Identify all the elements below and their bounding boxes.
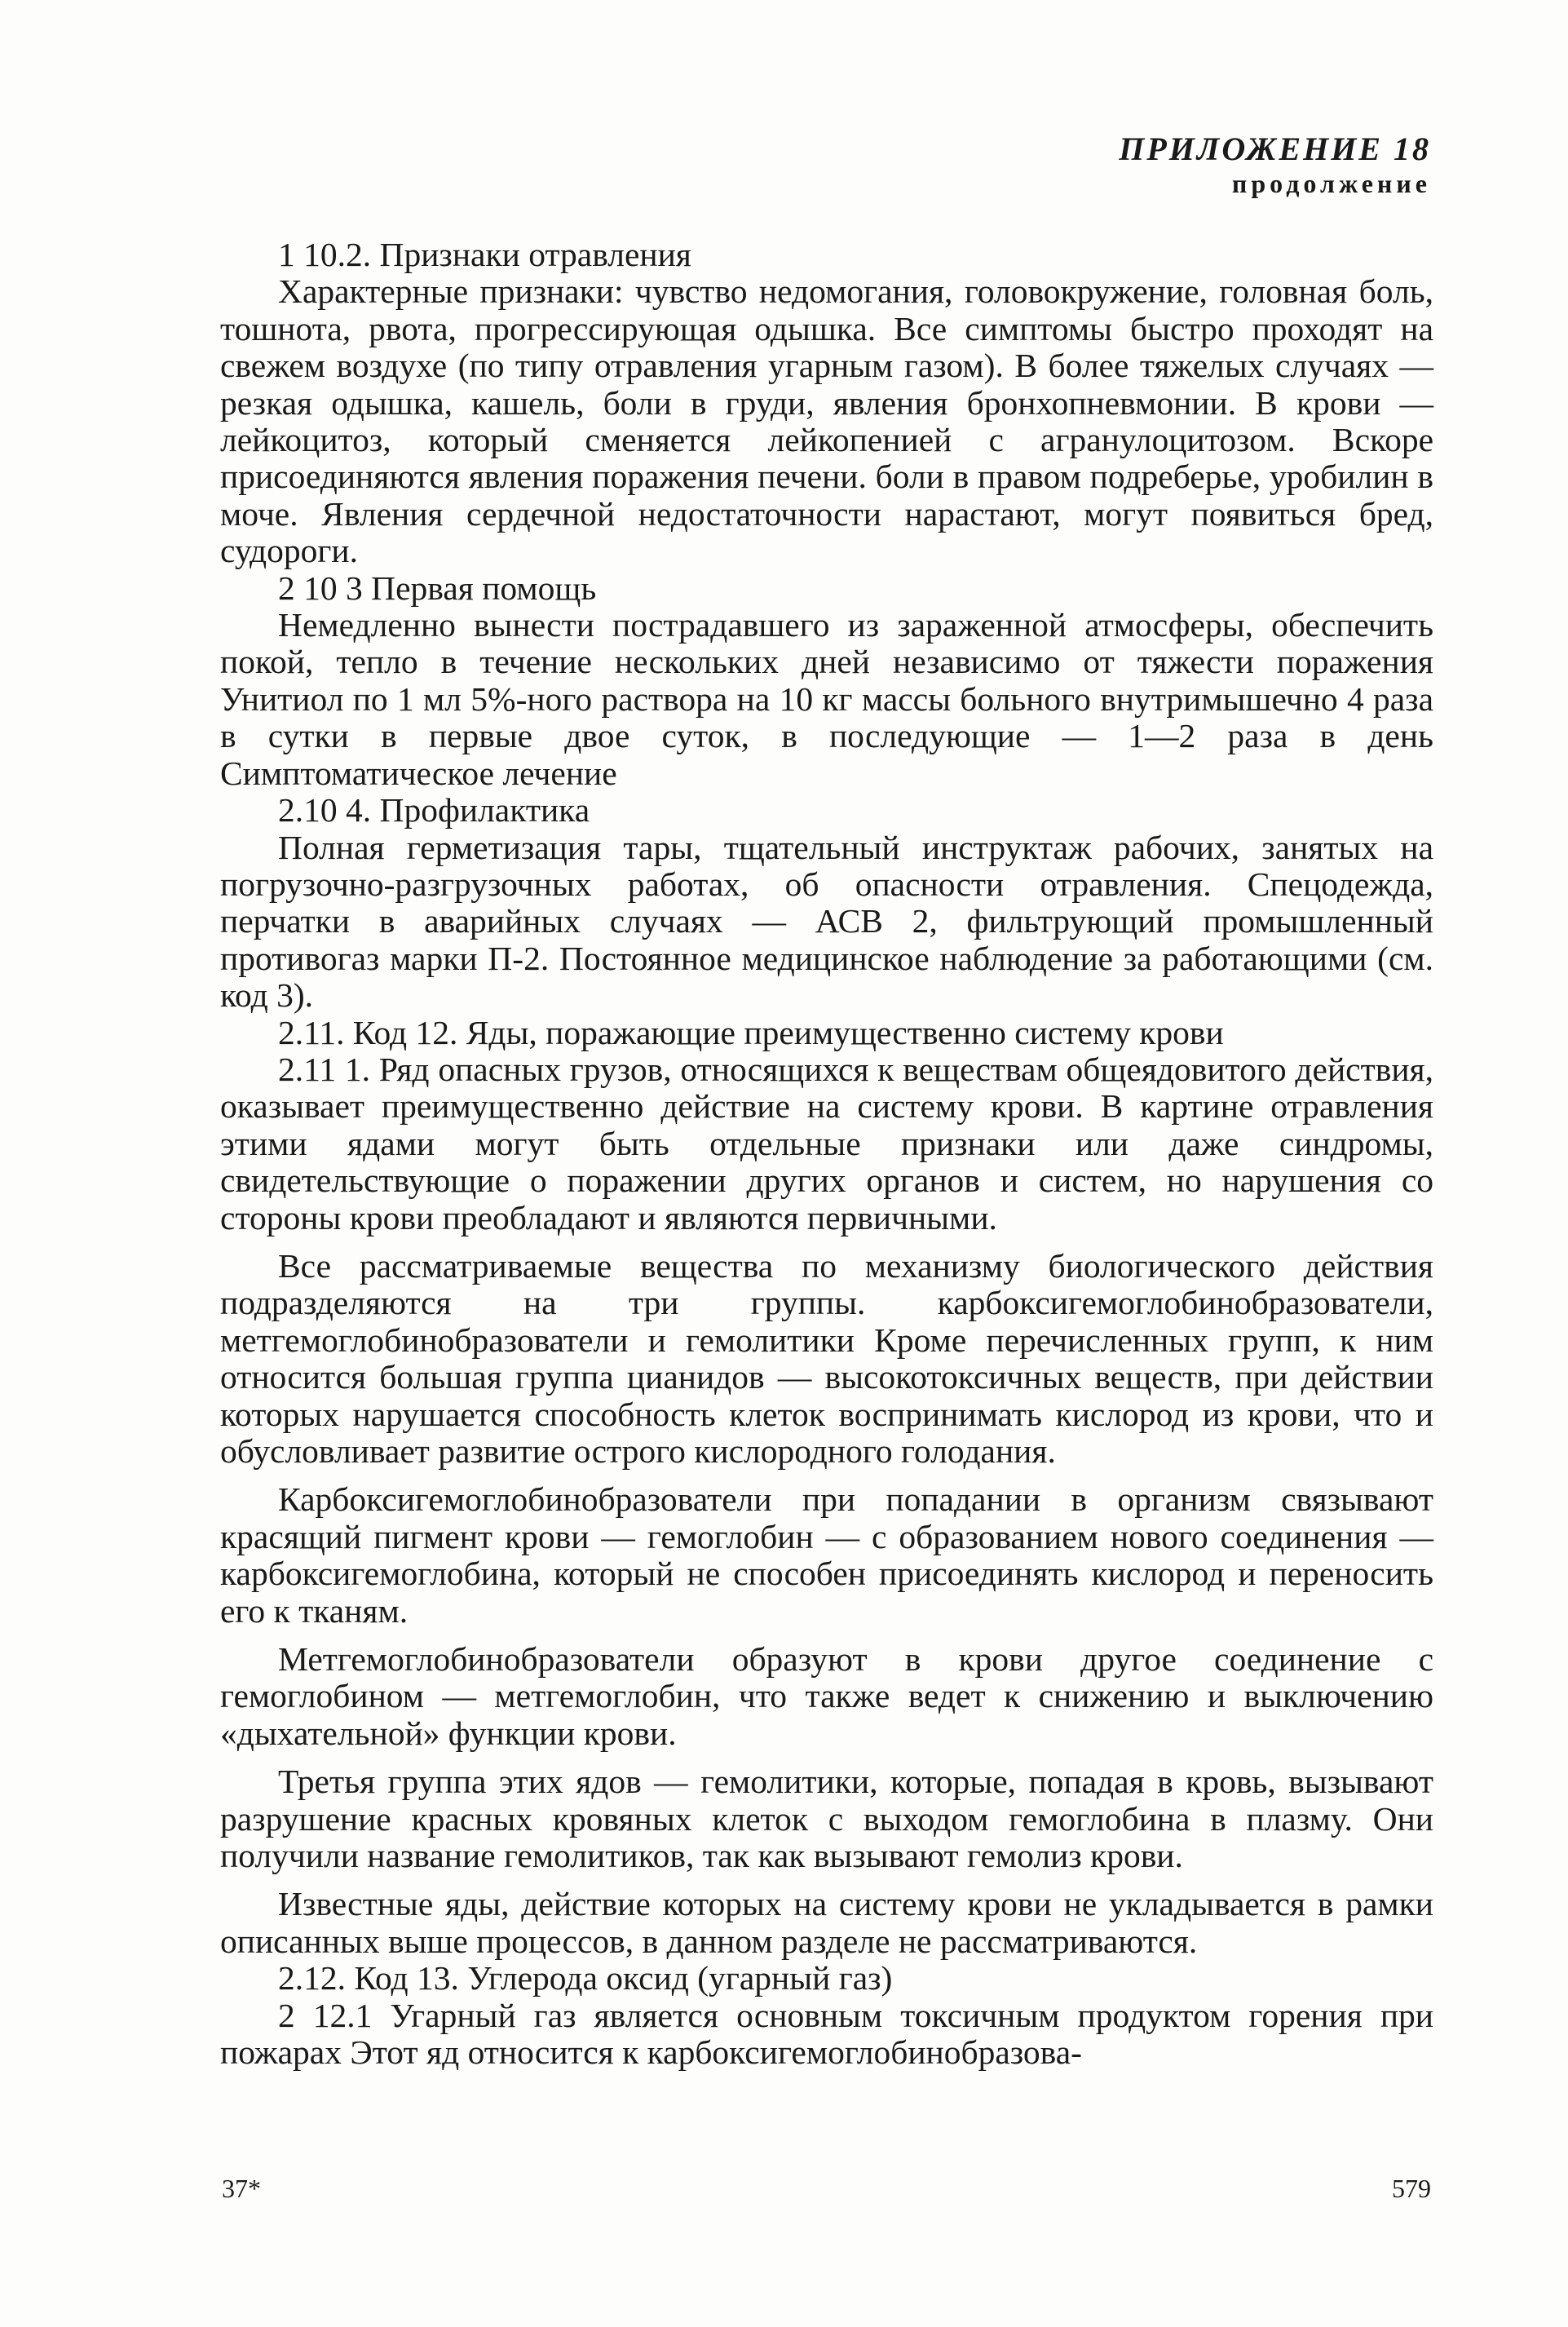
section-heading-2-12: 2.12. Код 13. Углерода оксид (угарный газ) xyxy=(278,1959,893,1997)
paragraph-methemo: Метгемоглобинобразователи образуют в крови другое соединение с гемоглобином — метгемоглобин, что также ведет к снижению и выключению «дыхательной» функции крови. xyxy=(220,1640,1433,1752)
paragraph-symptoms: Характерные признаки: чувство недомогания, головокружение, головная боль, тошнота, рвота, прогрессирующая одышка. Все симптомы быстро проходят на свежем воздухе (по типу отравления угарным газом). В более тяжелых случаях — резкая одышка, кашель, боли в груди, явления бронхопневмонии. В крови — лейкоцитоз, который сменяется лейкопенией с агранулоцитозом. Вскоре присоединяются явления поражения печени. боли в правом подреберье, уробилин в моче. Явления сердечной недостаточности нарастают, могут появиться бред, судороги. xyxy=(220,272,1433,570)
paragraph-2-12-1: 2 12.1 Угарный газ является основным токсичным продуктом горения при пожарах Этот яд относится к карбоксигемоглобинобразова- xyxy=(220,1996,1433,2072)
section-heading-2-10-3: 2 10 3 Первая помощь xyxy=(278,568,597,607)
page-body xyxy=(220,237,1433,2072)
section-heading-2-11: 2.11. Код 12. Яды, поражающие преимущественно систему крови xyxy=(278,1013,1224,1051)
appendix-continuation: продолжение xyxy=(1231,169,1431,198)
printer-signature: 37* xyxy=(222,2174,261,2203)
paragraph-groups: Все рассматриваемые вещества по механизму биологического действия подразделяются на три группы. карбоксигемоглобинобразователи, метгемоглобинобразователи и гемолитики Кроме перечисленных групп, к ним относится большая группа цианидов — высокотоксичных веществ, при действии которых нарушается способность клеток воспринимать кислород из крови, что и обусловливает развитие острого кислородного голодания. xyxy=(220,1246,1433,1470)
paragraph-prevention: Полная герметизация тары, тщательный инструктаж рабочих, занятых на погрузочно-разгрузочных работах, об опасности отравления. Спецодежда, перчатки в аварийных случаях — АСВ 2, фильтрующий промышленный противогаз марки П-2. Постоянное медицинское наблюдение за работающими (см. код 3). xyxy=(220,828,1433,1015)
paragraph-other-poisons: Известные яды, действие которых на систему крови не укладывается в рамки описанных выше процессов, в данном разделе не рассматриваются. xyxy=(220,1885,1433,1960)
paragraph-carboxy: Карбоксигемоглобинобразователи при попадании в организм связывают красящий пигмент крови — гемоглобин — с образованием нового соединения — карбоксигемоглобина, который не способен присоединять кислород и переносить его к тканям. xyxy=(220,1480,1433,1630)
section-heading-2-10-4: 2.10 4. Профилактика xyxy=(278,791,590,829)
paragraph-2-11-1: 2.11 1. Ряд опасных грузов, относящихся к веществам общеядовитого действия, оказывает преимущественно действие на систему крови. В картине отравления этими ядами могут быть отдельные признаки или даже синдромы, свидетельствующие о поражении других органов и систем, но нарушения со стороны крови преобладают и являются первичными. xyxy=(220,1050,1433,1236)
appendix-header xyxy=(1119,131,1431,199)
page-number: 579 xyxy=(1392,2174,1431,2203)
section-heading-2-10-2: 1 10.2. Признаки отравления xyxy=(278,236,691,273)
appendix-title: ПРИЛОЖЕНИЕ 18 xyxy=(1119,131,1431,167)
paragraph-first-aid: Немедленно вынести пострадавшего из зараженной атмосферы, обеспечить покой, тепло в течение нескольких дней независимо от тяжести поражения Унитиол по 1 мл 5%-ного раствора на 10 кг массы больного внутримышечно 4 раза в сутки в первые двое суток, в последующие — 1—2 раза в день Симптоматическое лечение xyxy=(220,606,1433,792)
paragraph-hemolytics: Третья группа этих ядов — гемолитики, которые, попадая в кровь, вызывают разрушение красных кровяных клеток с выходом гемоглобина в плазму. Они получили название гемолитиков, так как вызывают гемолиз крови. xyxy=(220,1763,1433,1875)
